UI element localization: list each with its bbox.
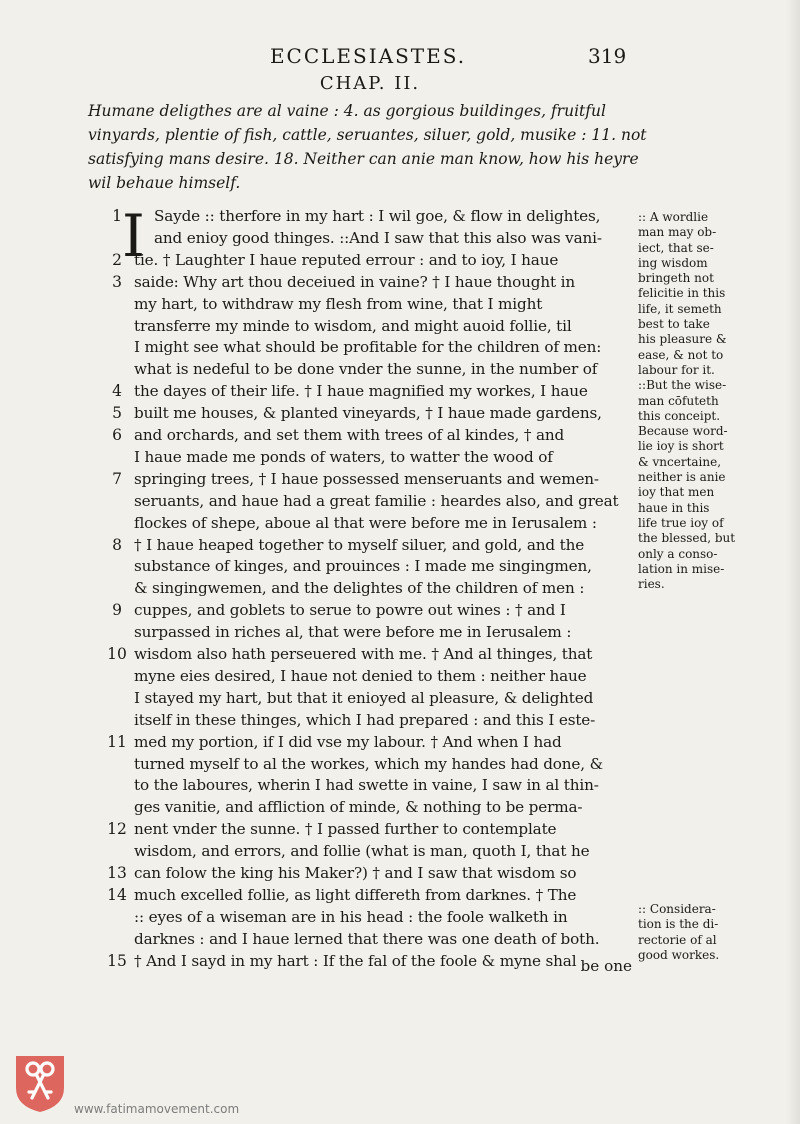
verse-number: 8: [112, 536, 122, 554]
body-line: I haue made me ponds of waters, to watter the wood of: [134, 448, 553, 466]
body-line: surpassed in riches al, that were before me in Ierusalem :: [134, 623, 572, 641]
verse-number: 12: [107, 820, 127, 838]
verse-number: 11: [107, 733, 127, 751]
gloss-line: tion is the di-: [638, 917, 719, 932]
summary-line: wil behaue himself.: [88, 174, 241, 192]
body-line: med my portion, if I did vse my labour. † And when I had: [134, 733, 562, 751]
verse-number: 4: [112, 382, 122, 400]
body-line: much excelled follie, as light differeth from darknes. † The: [134, 886, 577, 904]
summary-line: satisfying mans desire. 18. Neither can anie man know, how his heyre: [88, 150, 639, 168]
verse-number: 6: [112, 426, 122, 444]
gloss-line: bringeth not: [638, 271, 714, 286]
body-line: † I haue heaped together to myself siluer, and gold, and the: [134, 536, 585, 554]
verse-number: 13: [107, 864, 127, 882]
gloss-line: the blessed, but: [638, 531, 736, 546]
body-line: seruants, and haue had a great familie : heardes also, and great: [134, 492, 619, 510]
verse-number: 2: [112, 251, 122, 269]
body-line: & singingwemen, and the delightes of the children of men :: [134, 579, 585, 597]
body-line: the dayes of their life. † I haue magnified my workes, I haue: [134, 382, 588, 400]
gloss-line: rectorie of al: [638, 932, 717, 947]
gloss-line: best to take: [638, 317, 710, 332]
body-line: I might see what should be profitable for the children of men:: [134, 338, 602, 356]
body-line: turned myself to al the workes, which my handes had done, &: [134, 755, 603, 773]
gloss-line: ease, & not to: [638, 347, 724, 362]
summary-line: Humane deligthes are al vaine : 4. as gorgious buildinges, fruitful: [88, 102, 606, 120]
gloss-line: haue in this: [638, 500, 710, 515]
body-line: transferre my minde to wisdom, and might auoid follie, til: [134, 317, 572, 335]
last-line: be one: [580, 957, 632, 975]
body-line: my hart, to withdraw my flesh from wine, that I might: [134, 295, 543, 313]
running-title: ECCLESIASTES.: [269, 44, 467, 68]
gloss-line: :: Considera-: [638, 902, 716, 916]
gloss-line: life, it semeth: [638, 301, 722, 316]
verse-number: 7: [112, 470, 122, 488]
body-line: and enioy good thinges. ::And I saw that this also was vani-: [154, 229, 602, 247]
body-line: can folow the king his Maker?) † and I saw that wisdom so: [134, 864, 577, 882]
gloss-line: & vncertaine,: [638, 454, 722, 469]
body-line: substance of kinges, and prouinces : I made me singingmen,: [134, 557, 592, 575]
fatima-logo-icon: [12, 1052, 68, 1114]
body-line: myne eies desired, I haue not denied to them : neither haue: [134, 667, 587, 685]
gloss-line: Because word-: [638, 424, 728, 439]
gloss-line: life true ioy of: [638, 515, 724, 530]
body-line: built me houses, & planted vineyards, † I haue made gardens,: [134, 404, 602, 422]
gloss-line: his pleasure &: [638, 332, 727, 347]
margin-gloss-2: [638, 902, 788, 963]
verse-number: 1: [112, 207, 122, 225]
body-line: tie. † Laughter I haue reputed errour : and to ioy, I haue: [134, 251, 559, 269]
chapter-summary: [88, 99, 648, 195]
body-line: itself in these thinges, which I had prepared : and this I este-: [134, 711, 596, 729]
body-line: cuppes, and goblets to serue to powre out wines : † and I: [134, 601, 566, 619]
body-line: ges vanitie, and affliction of minde, & nothing to be perma-: [134, 798, 583, 816]
margin-gloss-1: [638, 210, 788, 592]
gloss-line: felicitie in this: [638, 286, 726, 301]
body-line: wisdom, and errors, and follie (what is man, quoth I, that he: [134, 842, 590, 860]
body-line: nent vnder the sunne. † I passed further to contemplate: [134, 820, 557, 838]
body-line: † And I sayd in my hart : If the fal of the foole & myne shal: [134, 952, 577, 970]
body-line: flockes of shepe, aboue al that were before me in Ierusalem :: [134, 514, 597, 532]
body-line: saide: Why art thou deceiued in vaine? † I haue thought in: [134, 273, 575, 291]
body-line: darknes : and I haue lerned that there was one death of both.: [134, 930, 600, 948]
body-line: wisdom also hath perseuered with me. † And al thinges, that: [134, 645, 593, 663]
verse-number: 14: [107, 886, 127, 904]
gloss-line: good workes.: [638, 947, 720, 962]
gloss-line: this conceipt.: [638, 408, 721, 423]
gloss-line: ing wisdom: [638, 255, 708, 270]
body-line: :: eyes of a wiseman are in his head : the foole walketh in: [134, 908, 568, 926]
verse-number: 5: [112, 404, 122, 422]
gloss-line: lie ioy is short: [638, 439, 724, 454]
watermark-url: www.fatimamovement.com: [74, 1102, 240, 1116]
summary-line: vinyards, plentie of fish, cattle, seruantes, siluer, gold, musike : 11. not: [88, 126, 647, 144]
verse-number: 15: [107, 952, 127, 970]
body-line: what is nedeful to be done vnder the sunne, in the number of: [134, 360, 598, 378]
gloss-line: iect, that se-: [638, 240, 714, 255]
gloss-line: ries.: [638, 577, 665, 592]
gloss-line: lation in mise-: [638, 561, 725, 576]
chapter-title: CHAP. II.: [319, 73, 421, 94]
verse-number: 9: [112, 601, 122, 619]
gloss-line: ioy that men: [638, 485, 715, 500]
gloss-line: man may ob-: [638, 225, 717, 240]
body-line: to the laboures, wherin I had swette in vaine, I saw in al thin-: [134, 776, 599, 794]
body-line: springing trees, † I haue possessed menseruants and wemen-: [134, 470, 599, 488]
gloss-line: neither is anie: [638, 470, 726, 485]
page-number: 319: [588, 44, 627, 68]
body-line: I stayed my hart, but that it enioyed al pleasure, & delighted: [134, 689, 594, 707]
gloss-line: man cōfuteth: [638, 393, 719, 408]
drop-cap: I: [122, 202, 145, 270]
body-line: and orchards, and set them with trees of al kindes, † and: [134, 426, 565, 444]
verse-number: 10: [107, 645, 127, 663]
gloss-line: ::But the wise-: [638, 378, 727, 393]
gloss-line: labour for it.: [638, 362, 715, 377]
body-line: Sayde :: therfore in my hart : I wil goe, & flow in delightes,: [154, 207, 601, 225]
gloss-line: only a conso-: [638, 546, 718, 561]
gloss-line: :: A wordlie: [638, 210, 709, 224]
verse-number: 3: [112, 273, 122, 291]
